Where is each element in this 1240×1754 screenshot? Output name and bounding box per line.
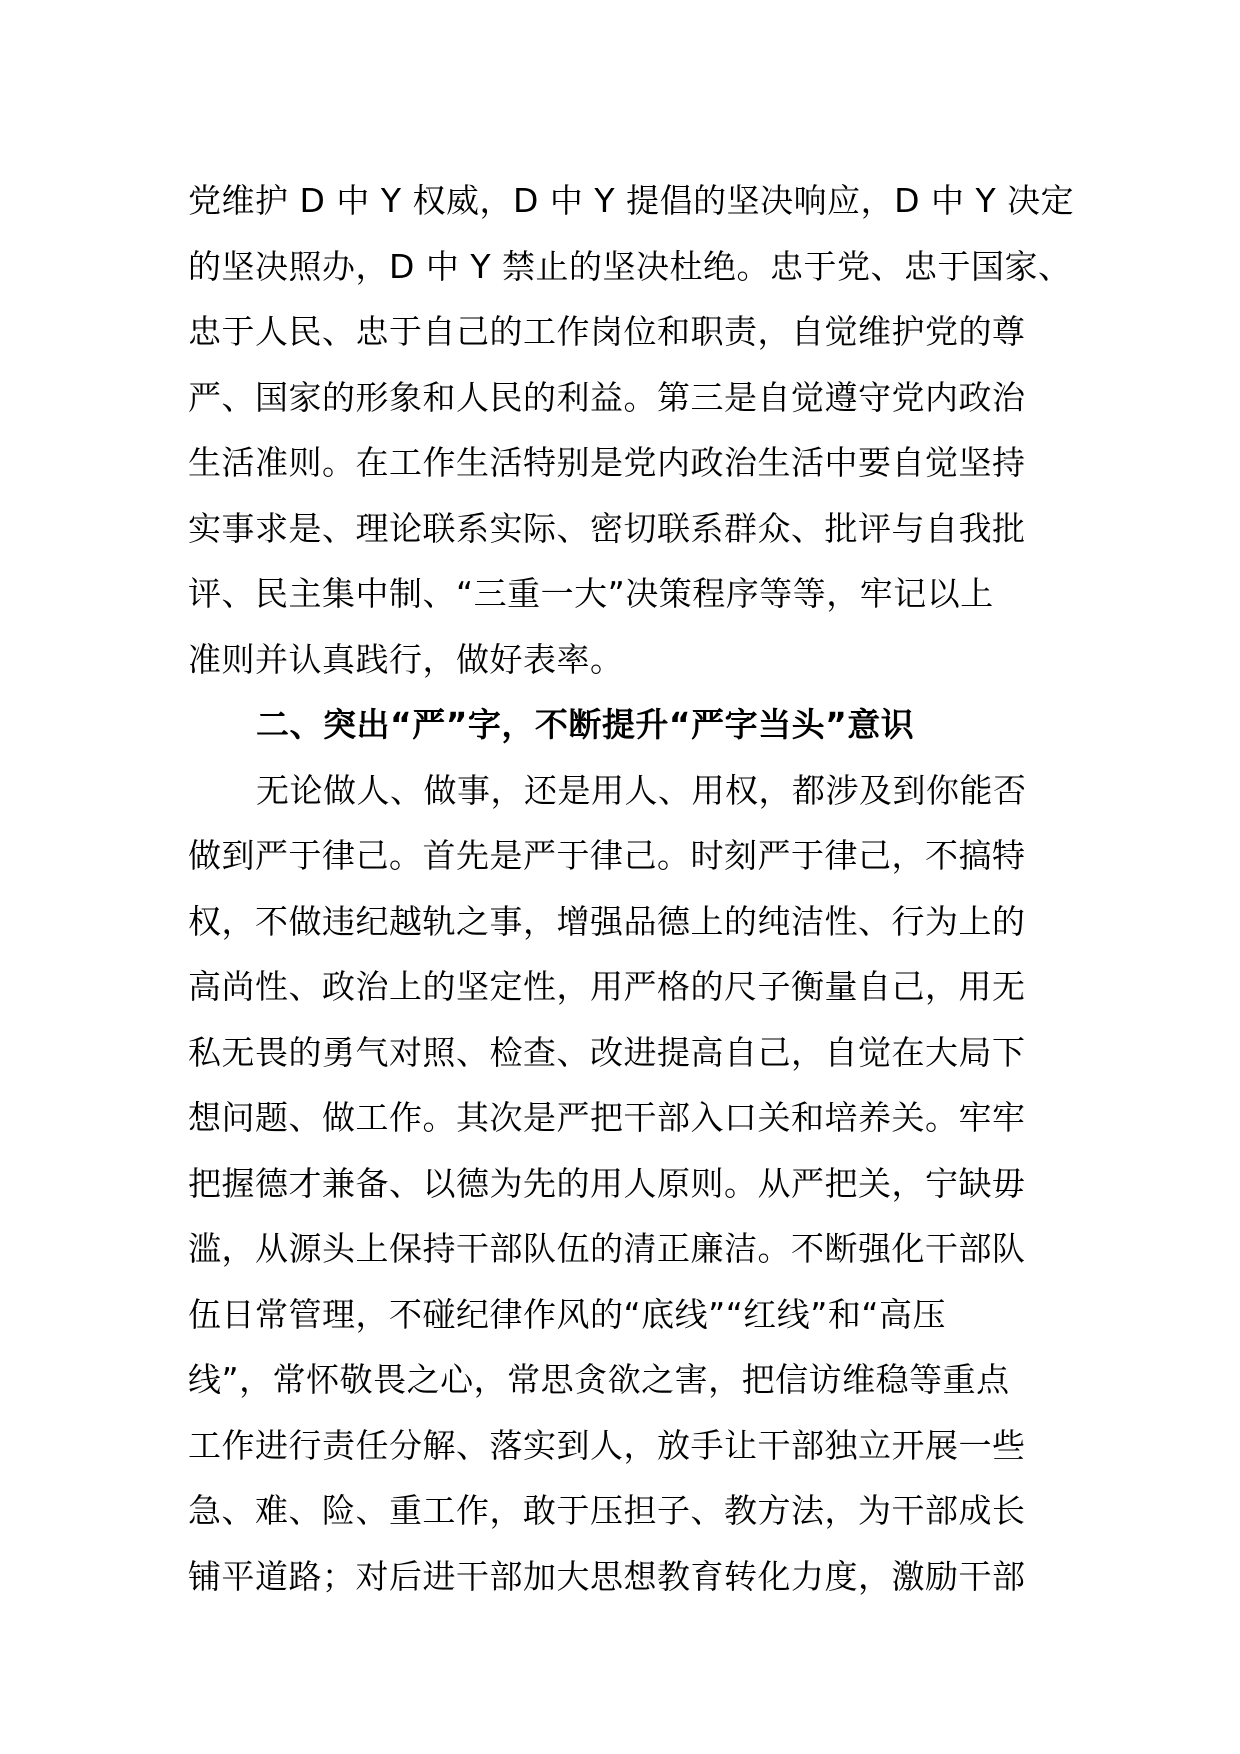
text-line: 私无畏的勇气对照、检查、改进提高自己，自觉在大局下: [188, 1032, 1026, 1072]
text-line: 滥，从源头上保持干部队伍的清正廉洁。不断强化干部队: [188, 1229, 1026, 1268]
text-line: 评、民主集中制、“三重一大”决策程序等等，牢记以上: [188, 574, 994, 613]
text-line: 权，不做违纪越轨之事，增强品德上的纯洁性、行为上的: [188, 901, 1026, 941]
paragraph-1: [188, 168, 1075, 692]
text-line: 把握德才兼备、以德为先的用人原则。从严把关，宁缺毋: [188, 1163, 1026, 1203]
text-line: 实事求是、理论联系实际、密切联系群众、批评与自我批: [188, 508, 1026, 548]
text-line: 工作进行责任分解、落实到人，放手让干部独立开展一些: [188, 1425, 1026, 1465]
text-line: 想问题、做工作。其次是严把干部入口关和培养关。牢牢: [188, 1098, 1026, 1137]
text-line: 党维护 D 中 Y 权威，D 中 Y 提倡的坚决响应，D 中 Y 决定: [188, 181, 1075, 220]
text-line: 铺平道路；对后进干部加大思想教育转化力度，激励干部: [188, 1556, 1026, 1596]
text-line: 准则并认真践行，做好表率。: [188, 639, 624, 679]
text-line: 忠于人民、忠于自己的工作岗位和职责，自觉维护党的尊: [188, 312, 1026, 351]
section-heading-text: 二、突出“严”字，不断提升“严字当头”意识: [256, 705, 915, 744]
text-line: 无论做人、做事，还是用人、用权，都涉及到你能否: [256, 770, 1027, 810]
text-line: 的坚决照办，D 中 Y 禁止的坚决杜绝。忠于党、忠于国家、: [188, 246, 1072, 286]
text-line: 线”，常怀敬畏之心，常思贪欲之害，把信访维稳等重点: [188, 1360, 1010, 1399]
text-line: 伍日常管理，不碰纪律作风的“底线”“红线”和“高压: [188, 1294, 946, 1334]
paragraph-2: [188, 758, 1068, 1610]
text-line: 严、国家的形象和人民的利益。第三是自觉遵守党内政治: [188, 377, 1026, 417]
text-line: 生活准则。在工作生活特别是党内政治生活中要自觉坚持: [188, 443, 1026, 482]
text-line: 做到严于律己。首先是严于律己。时刻严于律己，不搞特: [188, 836, 1026, 875]
section-heading: [188, 692, 1068, 758]
text-line: 急、难、险、重工作，敢于压担子、教方法，为干部成长: [188, 1491, 1026, 1530]
text-line: 高尚性、政治上的坚定性，用严格的尺子衡量自己，用无: [188, 967, 1026, 1006]
document-body: [188, 168, 1075, 1609]
